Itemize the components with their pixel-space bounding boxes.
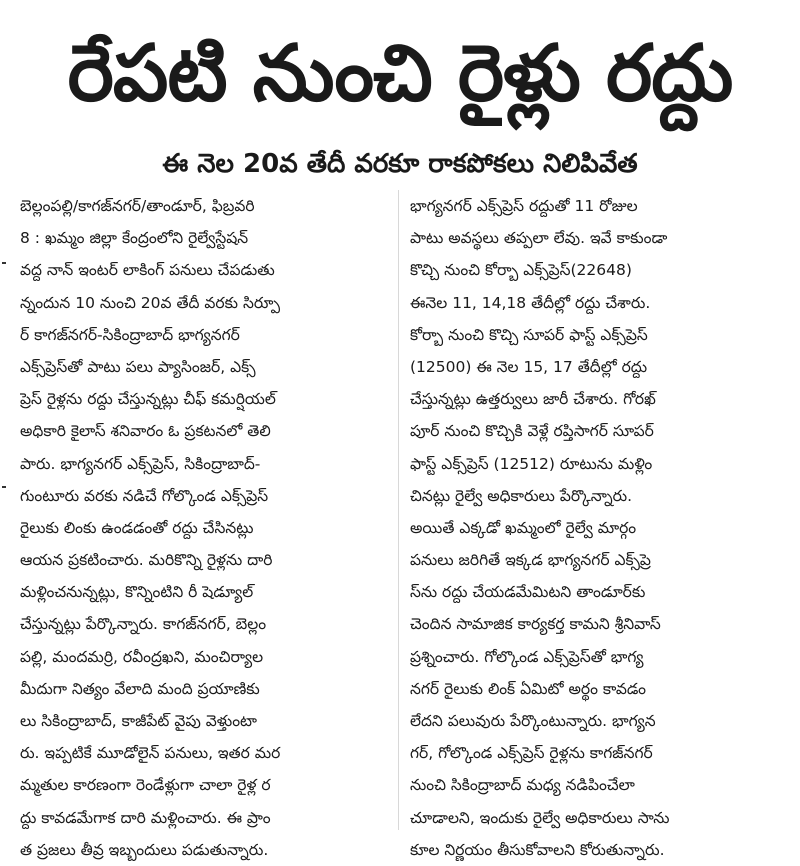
- text-line: కోర్బా నుంచి కొచ్చి సూపర్ ఫాస్ట్ ఎక్స్‌ప్రెస్: [410, 325, 648, 344]
- text-line: కొచ్చి నుంచి కోర్బా ఎక్స్‌ప్రెస్(22648): [410, 261, 632, 280]
- text-line: రైలుకు లింకు ఉండడంతో రద్దు చేసినట్లు: [20, 518, 254, 537]
- edge-mark-top: [2, 262, 6, 264]
- text-line: నుంచి సికింద్రాబాద్ మధ్య నడిపించేలా: [410, 776, 635, 795]
- text-line: చినట్లు రైల్వే అధికారులు పేర్కొన్నారు.: [410, 486, 633, 505]
- text-line: ప్రెస్ రైళ్లను రద్దు చేస్తున్నట్లు చీఫ్ కమర్షియల్: [20, 390, 276, 409]
- text-line: ఆయన ప్రకటించారు. మరికొన్ని రైళ్లను దారి: [20, 551, 273, 570]
- text-line: పల్లి, మందమర్రి, రవీంద్రఖని, మంచిర్యాల: [20, 647, 264, 666]
- text-line: పాటు అవస్థలు తప్పలా లేవు. ఇవే కాకుండా: [410, 229, 668, 248]
- text-line: 8 : ఖమ్మం జిల్లా కేంద్రంలోని రైల్వేస్టేషన్: [20, 229, 249, 248]
- headline: రేపటి నుంచి రైళ్లు రద్దు: [67, 29, 733, 119]
- text-line: స్‌ను రద్దు చేయడమేమిటని తాండూర్‌కు: [410, 583, 646, 602]
- text-line: పూర్ నుంచి కొచ్చికి వెళ్లే రప్తిసాగర్ సూపర్: [410, 422, 654, 441]
- column-divider: [398, 190, 399, 830]
- text-line: అధికారి కైలాస్ శనివారం ఓ ప్రకటనలో తెలి: [20, 422, 271, 441]
- text-line: గర్, గోల్కొండ ఎక్స్‌ప్రెస్ రైళ్లను కాగజ్‌నగర్: [410, 744, 653, 763]
- text-line: చేస్తున్నట్లు పేర్కొన్నారు. కాగజ్‌నగర్, బెల్లం: [20, 615, 267, 634]
- text-line: ద్దు కావడమేగాక దారి మళ్లించారు. ఈ ప్రాం: [20, 808, 271, 827]
- text-line: చెందిన సామాజిక కార్యకర్త కామని శ్రీనివాస్: [410, 615, 661, 634]
- text-line: బెల్లంపల్లి/కాగజ్‌నగర్/తాండూర్, ఫిబ్రవరి: [20, 197, 255, 215]
- edge-mark-bottom: [2, 486, 6, 488]
- text-line: పారు. భాగ్యనగర్ ఎక్స్‌ప్రెస్, సికింద్రాబాద్-: [20, 454, 261, 473]
- text-line: ఎక్స్‌ప్రెస్‌తో పాటు పలు ప్యాసింజర్, ఎక్స్: [20, 357, 256, 376]
- text-line: అయితే ఎక్కడో ఖమ్మంలో రైల్వే మార్గం: [410, 518, 637, 537]
- text-line: మీదుగా నిత్యం వేలాది మంది ప్రయాణికు: [20, 679, 260, 698]
- text-line: త ప్రజలు తీవ్ర ఇబ్బందులు పడుతున్నారు.: [20, 840, 269, 859]
- text-line: రు. ఇప్పటికే మూడోలైన్ పనులు, ఇతర మర: [20, 744, 281, 763]
- text-line: ఈనెల 11, 14,18 తేదీల్లో రద్దు చేశారు.: [410, 293, 651, 312]
- text-line: కూల నిర్ణయం తీసుకోవాలని కోరుతున్నారు.: [410, 840, 665, 859]
- text-line: న్నందున 10 నుంచి 20వ తేదీ వరకు సిర్పూ: [20, 293, 281, 312]
- right-column: [410, 190, 780, 866]
- text-line: గుంటూరు వరకు నడిచే గోల్కొండ ఎక్స్‌ప్రెస్: [20, 486, 269, 505]
- text-line: (12500) ఈ నెల 15, 17 తేదీల్లో రద్దు: [410, 357, 648, 376]
- text-line: వద్ద నాన్ ఇంటర్ లాకింగ్ పనులు చేపడుతు: [20, 261, 275, 280]
- subheadline: ఈ నెల 20వ తేదీ వరకూ రాకపోకలు నిలిపివేత: [162, 149, 638, 179]
- text-line: మళ్లించనున్నట్లు, కొన్నింటిని రీ షెడ్యూల్: [20, 583, 254, 602]
- text-line: ప్రశ్నించారు. గోల్కొండ ఎక్స్‌ప్రెస్‌తో భాగ్య: [410, 647, 644, 666]
- text-line: చూడాలని, ఇందుకు రైల్వే అధికారులు సాను: [410, 808, 670, 827]
- text-line: చేస్తున్నట్లు ఉత్తర్వులు జారీ చేశారు. గోరఖ్: [410, 390, 656, 409]
- text-line: లేదని పలువురు పేర్కొంటున్నారు. భాగ్యన: [410, 712, 656, 730]
- text-line: ఫాస్ట్ ఎక్స్‌ప్రెస్ (12512) రూటును మళ్లిం: [410, 454, 653, 473]
- text-line: పనులు జరిగితే ఇక్కడ భాగ్యనగర్ ఎక్స్‌ప్రె: [410, 551, 651, 570]
- text-line: నగర్ రైలుకు లింక్ ఏమిటో అర్థం కావడం: [410, 679, 646, 698]
- left-column: [20, 190, 390, 866]
- text-line: ర్ కాగజ్‌నగర్-సికింద్రాబాద్ భాగ్యనగర్: [20, 325, 240, 344]
- text-line: మ్మతుల కారణంగా రెండేళ్లుగా చాలా రైళ్ల ర: [20, 776, 271, 795]
- text-line: లు సికింద్రాబాద్, కాజీపేట్ వైపు వెళ్తుంటా: [20, 712, 258, 730]
- text-line: భాగ్యనగర్ ఎక్స్‌ప్రెస్ రద్దుతో 11 రోజుల: [410, 197, 638, 215]
